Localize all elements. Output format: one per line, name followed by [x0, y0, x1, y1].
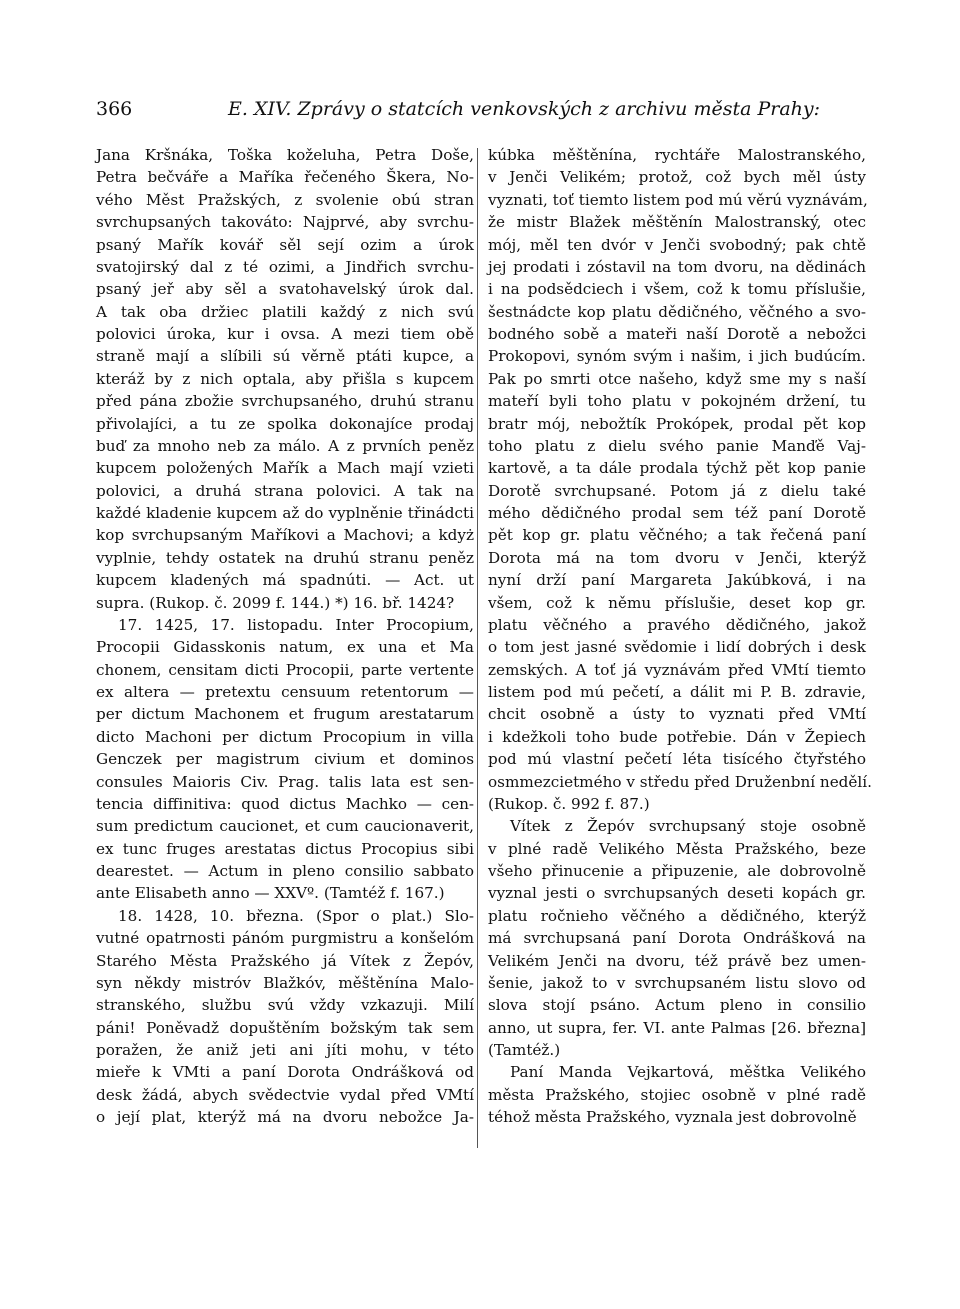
text-line: zemských. A toť já vyznávám před VMtí tiemto — [488, 660, 866, 679]
text-line: kop svrchupsaným Maříkovi a Machovi; a kdyż — [96, 526, 474, 545]
text-line: dicto Machoni per dictum Procopium in villa — [96, 727, 474, 746]
text-line: desk žádá, abych svědectvie vydal před VMtí — [96, 1085, 474, 1104]
text-line: psaný Mařík kovář sěl sejí ozim a úrok — [96, 235, 474, 254]
text-line: platu ročnieho věčného a dědičného, kterýž — [488, 906, 866, 925]
text-line: bodného sobě a mateři naší Dorotě a nebožci — [488, 325, 866, 343]
text-line: téhož města Pražského, vyznala jest dobrovolně — [488, 1108, 857, 1127]
text-line: svatojirský dal z té ozimi, a Jindřich svrchu- — [96, 257, 474, 276]
text-line: ante Elisabeth anno — XXVº. (Tamtéž f. 167.) — [96, 884, 445, 903]
text-line: mého dědičného prodal sem též paní Dorotě — [488, 504, 866, 522]
left-text-column — [96, 144, 474, 1129]
text-line: listem pod mú pečetí, a dálit mi P. B. zdravie, — [488, 683, 866, 701]
text-line: všeho přinucenie a připuzenie, ale dobrovolně — [488, 862, 866, 880]
text-line: přivolajíci, a tu ze spolka dokonajíce prodaj — [96, 414, 474, 433]
column-divider — [477, 148, 478, 1148]
text-line: že mistr Blažek měštěnín Malostranský, otec — [488, 213, 866, 232]
text-line: Velikém Jenči na dvoru, též právě bez umen- — [488, 951, 866, 970]
text-line: v Jenči Velikém; protož, což bych měl ústy — [488, 168, 866, 187]
text-line: osmmezcietmého v středu před Druženbní nedělí. — [488, 772, 872, 791]
text-line: šestnádcte kop platu dědičného, věčného a svo- — [488, 302, 866, 321]
text-line: syn někdy mistróv Blažkóv, měštěnína Malo- — [96, 973, 474, 992]
text-line: Petra bečváře a Maříka řečeného Škera, No- — [96, 168, 474, 187]
text-line: psaný jeř aby sěl a svatohavelský úrok dal. — [96, 280, 474, 299]
text-line: chcit osobně a ústy to vyznati před VMtí — [488, 705, 866, 724]
text-line: anno, ut supra, fer. VI. ante Palmas [26. března] — [488, 1018, 866, 1037]
text-line: kteráž by z nich optala, aby přišla s kupcem — [96, 369, 474, 388]
text-line: kupcem položených Mařík a Mach mají vzieti — [96, 459, 474, 478]
page-number: 366 — [96, 98, 133, 120]
text-line: mój, měl ten dvór v Jenči svobodný; pak chtě — [488, 235, 866, 254]
text-line: vyplnie, tehdy ostatek na druhú stranu peněz — [96, 548, 474, 567]
text-line: 18. 1428, 10. března. (Spor o plat.) Slo- — [118, 906, 474, 925]
text-line: stranského, službu svú vždy vzkazuji. Milí — [96, 996, 474, 1015]
text-line: kartově, a ta dále prodala týchž pět kop panie — [488, 459, 866, 478]
text-line: polovici úroka, kur i ovsa. A mezi tiem obě — [96, 325, 474, 343]
text-line: vutné opatrnosti pánóm purgmistru a konšelóm — [96, 929, 474, 948]
text-line: Jana Kršnáka, Toška koželuha, Petra Doše, — [96, 146, 474, 164]
text-line: o tom jest jasné svědomie i lidí dobrých i desk — [488, 638, 866, 657]
text-line: před pána zbožie svrchupsaného, druhú stranu — [96, 392, 474, 411]
text-line: vyznal jesti o svrchupsaných deseti kopách gr. — [488, 884, 866, 903]
text-line: Procopii Gidasskonis natum, ex una et Ma — [96, 638, 474, 657]
text-line: bratr mój, nebožtík Prokópek, prodal pět kop — [488, 414, 866, 433]
text-line: ex altera — pretextu censuum retentorum — — [96, 683, 474, 701]
text-line: polovici, a druhá strana polovici. A tak na — [96, 481, 474, 500]
text-line: slova stojí psáno. Actum pleno in consilio — [488, 996, 866, 1015]
text-line: jej prodati i zóstavil na tom dvoru, na dědinách — [488, 257, 866, 276]
text-line: mieře k VMti a paní Dorota Ondrášková od — [96, 1063, 474, 1082]
text-line: pět kop gr. platu věčného; a tak řečená paní — [488, 526, 866, 545]
text-line: (Tamtéž.) — [488, 1041, 561, 1059]
text-line: města Pražského, stojiec osobně v plné radě — [488, 1085, 866, 1104]
text-line: Starého Města Pražského já Vítek z Žepóv, — [96, 951, 474, 970]
text-line: A tak oba držiec platili každý z nich svú — [96, 302, 474, 321]
running-title: E. XIV. Zprávy o statcích venkovských z archivu města Prahy: — [228, 98, 821, 120]
text-line: Paní Manda Vejkartová, měštka Velikého — [510, 1063, 866, 1082]
text-line: tencia diffinitiva: quod dictus Machko — cen- — [96, 794, 474, 813]
text-line: kupcem kladených má spadnúti. — Act. ut — [96, 571, 474, 590]
text-line: (Rukop. č. 992 f. 87.) — [488, 794, 650, 813]
text-line: chonem, censitam dicti Procopii, parte vertente — [96, 660, 474, 679]
text-line: toho platu z dielu svého panie Manďě Vaj- — [488, 436, 866, 455]
text-line: kúbka měštěnína, rychtáře Malostranského, — [488, 146, 866, 164]
text-line: o její plat, kterýž má na dvoru nebožce Ja- — [96, 1108, 474, 1127]
text-line: Vítek z Žepóv svrchupsaný stoje osobně — [510, 817, 866, 836]
text-line: platu věčného a pravého dědičného, jakož — [488, 615, 866, 634]
text-line: vého Měst Pražských, z svolenie obú stran — [96, 190, 474, 209]
text-line: sum predictum caucionet, et cum caucionaverit, — [96, 817, 474, 836]
text-line: consules Maioris Civ. Prag. talis lata est sen- — [96, 772, 474, 791]
text-line: každé kladenie kupcem až do vyplněnie třinádcti — [96, 504, 474, 522]
text-line: straně mají a slíbili sú věrně ptáti kupce, a — [96, 347, 474, 366]
text-line: má svrchupsaná paní Dorota Ondrášková na — [488, 929, 866, 948]
text-line: i kdežkoli toho bude potřebie. Dán v Žepiech — [488, 727, 866, 746]
text-line: všem, což k němu příslušie, deset kop gr. — [488, 593, 866, 612]
text-line: mateří byli toho platu v pokojném držení, tu — [488, 392, 866, 411]
text-line: šenie, jakož to v svrchupsaném listu slovo od — [488, 973, 866, 992]
page-header — [96, 98, 866, 128]
right-text-column — [488, 144, 872, 1129]
text-line: Pak po smrti otce našeho, když sme my s naší — [488, 369, 866, 388]
text-line: páni! Poněvadž dopuštěním božským tak sem — [96, 1018, 474, 1037]
text-line: supra. (Rukop. č. 2099 f. 144.) *) 16. bř. 1424? — [96, 593, 455, 612]
text-line: Dorotě svrchupsané. Potom já z dielu také — [488, 481, 866, 500]
text-line: pod mú vlastní pečetí léta tisícého čtyřstého — [488, 750, 866, 769]
text-line: poražen, že aniž jeti ani jíti mohu, v této — [96, 1041, 474, 1059]
text-line: Dorota má na tom dvoru v Jenči, kterýž — [488, 548, 866, 567]
text-line: buď za mnoho neb za málo. A z prvních peněz — [96, 436, 474, 455]
text-line: i na podsědciech i všem, což k tomu příslušie, — [488, 280, 866, 299]
text-line: 17. 1425, 17. listopadu. Inter Procopium, — [118, 615, 474, 634]
text-line: svrchupsaných takováto: Najprvé, aby svrchu- — [96, 213, 474, 232]
text-line: nyní drží paní Margareta Jakúbková, i na — [488, 571, 866, 590]
text-line: ex tunc fruges arestatas dictus Procopius sibi — [96, 839, 474, 858]
text-line: vyznati, toť tiemto listem pod mú věrú vyznávám, — [488, 190, 868, 209]
text-line: dearestet. — Actum in pleno consilio sabbato — [96, 862, 474, 880]
text-line: v plné radě Velikého Města Pražského, beze — [488, 839, 866, 858]
text-line: per dictum Machonem et frugum arestatarum — [96, 705, 474, 724]
text-line: Prokopovi, synóm svým i našim, i jich budúcím. — [488, 347, 866, 366]
text-line: Genczek per magistrum civium et dominos — [96, 750, 474, 769]
